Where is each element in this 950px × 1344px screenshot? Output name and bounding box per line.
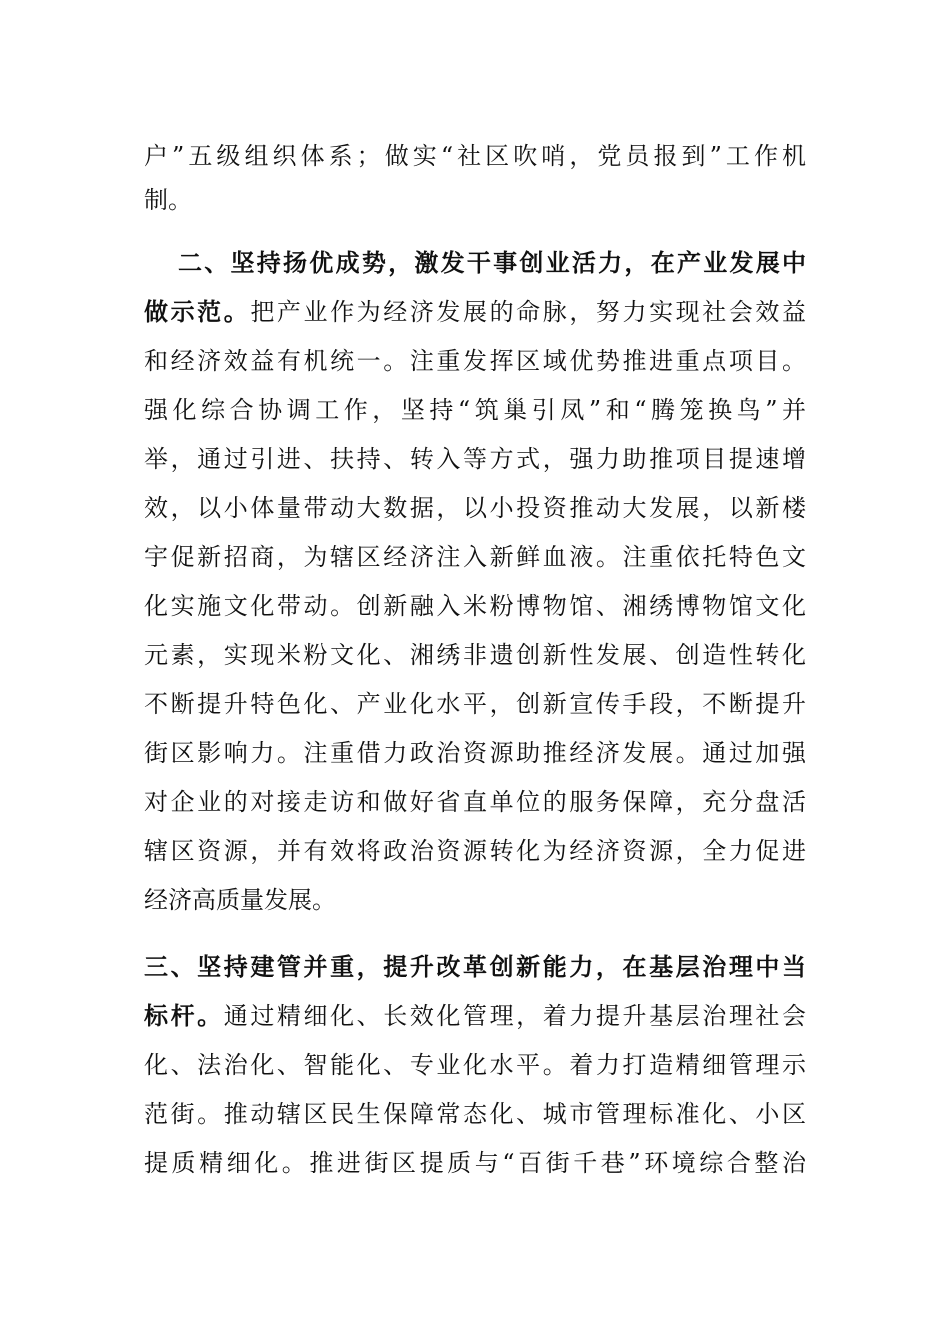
line-text: 效，以小体量带动大数据，以小投资推动大发展，以新楼	[144, 494, 806, 522]
paragraph-line	[144, 736, 806, 770]
line-text: 把产业作为经济发展的命脉，努力实现社会效益	[250, 298, 807, 326]
line-text: 制。	[144, 186, 192, 214]
line-text: 化、法治化、智能化、专业化水平。着力打造精细管理示	[144, 1051, 806, 1079]
line-text: 举，通过引进、扶持、转入等方式，强力助推项目提速增	[144, 445, 806, 473]
line-text: 和经济效益有机统一。注重发挥区域优势推进重点项目。	[144, 347, 806, 375]
heading-text: 标杆。	[144, 1001, 224, 1030]
heading-text: 做示范。	[144, 297, 251, 326]
line-text: 对企业的对接走访和做好省直单位的服务保障，充分盘活	[144, 788, 806, 816]
section-heading-3	[144, 950, 806, 984]
paragraph-line	[144, 638, 806, 672]
paragraph-line	[144, 183, 806, 217]
paragraph-line	[144, 393, 806, 427]
paragraph-line	[144, 589, 806, 623]
paragraph-line	[144, 344, 806, 378]
paragraph-line	[144, 999, 806, 1033]
line-text: 提质精细化。推进街区提质与“百街千巷”环境综合整治	[144, 1149, 806, 1177]
heading-text: 三、坚持建管并重，提升改革创新能力，在基层治理中当	[144, 952, 806, 981]
line-text: 经济高质量发展。	[144, 886, 336, 914]
line-text: 辖区资源，并有效将政治资源转化为经济资源，全力促进	[144, 837, 806, 865]
paragraph-line	[144, 687, 806, 721]
line-text: 宇促新招商，为辖区经济注入新鲜血液。注重依托特色文	[144, 543, 806, 571]
paragraph-line	[144, 442, 806, 476]
line-text: 通过精细化、长效化管理，着力提升基层治理社会	[223, 1002, 806, 1030]
paragraph-line	[144, 491, 806, 525]
paragraph-line	[144, 139, 806, 173]
line-text: 强化综合协调工作，坚持“筑巢引凤”和“腾笼换鸟”并	[144, 396, 806, 424]
paragraph-line	[144, 1097, 806, 1131]
paragraph-line	[144, 1048, 806, 1082]
heading-text: 二、坚持扬优成势，激发干事创业活力，在产业发展中	[178, 248, 806, 277]
line-text: 元素，实现米粉文化、湘绣非遗创新性发展、创造性转化	[144, 641, 806, 669]
paragraph-line	[144, 883, 806, 917]
paragraph-line	[144, 540, 806, 574]
line-text: 户”五级组织体系；做实“社区吹哨，党员报到”工作机	[144, 142, 806, 170]
paragraph-line	[144, 1146, 806, 1180]
line-text: 化实施文化带动。创新融入米粉博物馆、湘绣博物馆文化	[144, 592, 806, 620]
section-heading-2	[178, 246, 806, 280]
line-text: 不断提升特色化、产业化水平，创新宣传手段，不断提升	[144, 690, 806, 718]
paragraph-line	[144, 295, 806, 329]
paragraph-line	[144, 834, 806, 868]
paragraph-line	[144, 785, 806, 819]
line-text: 街区影响力。注重借力政治资源助推经济发展。通过加强	[144, 739, 806, 767]
line-text: 范街。推动辖区民生保障常态化、城市管理标准化、小区	[144, 1100, 806, 1128]
